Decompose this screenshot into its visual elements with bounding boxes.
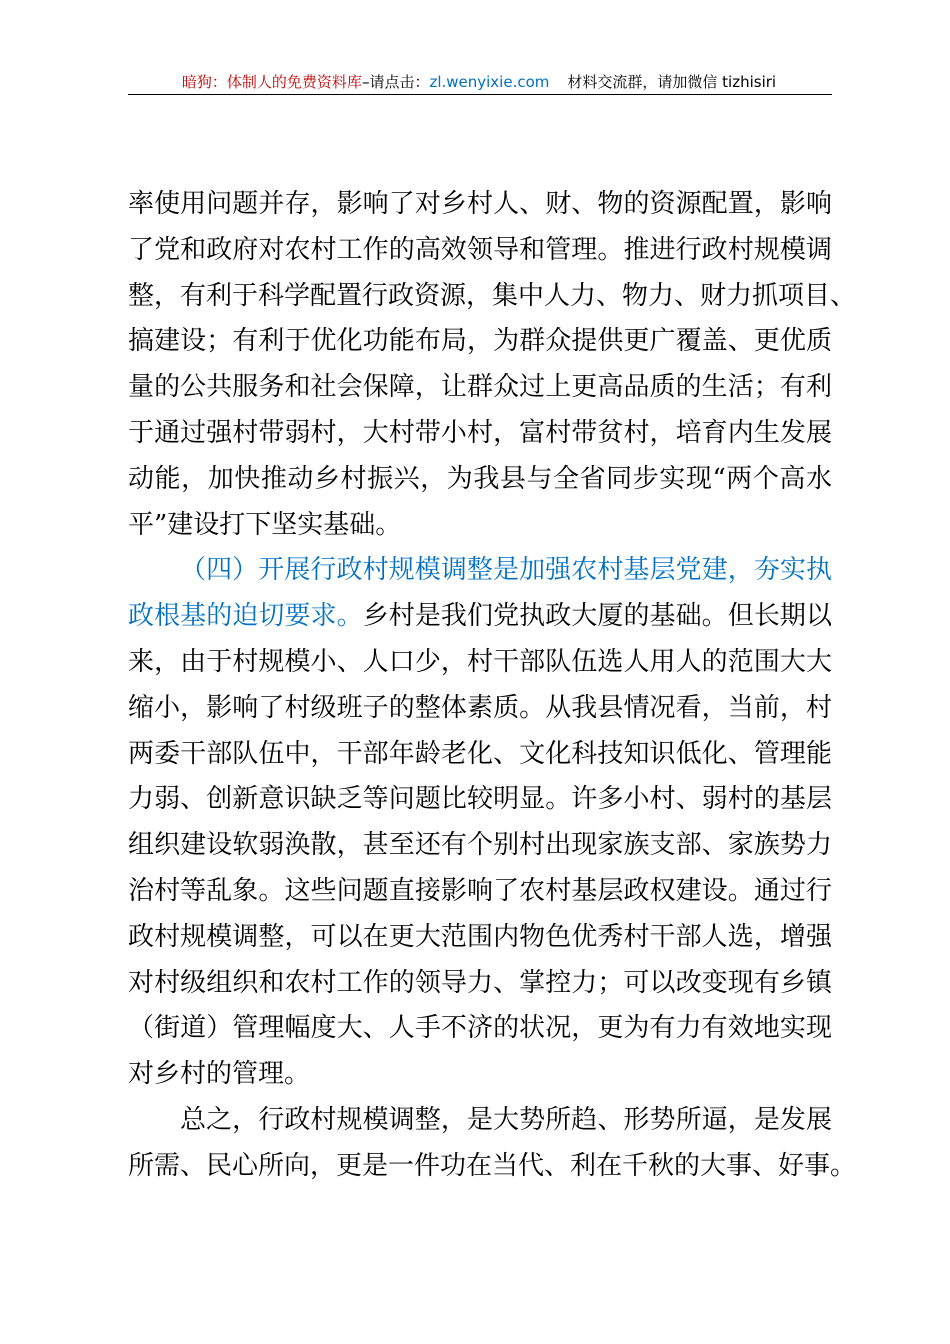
section-heading-text: （四）开展行政村规模调整是加强农村基层党建，夯实执 [180,555,832,586]
body-line: （街道）管理幅度大、人手不济的状况，更为有力有效地实现 [128,1013,832,1044]
body-line: 量的公共服务和社会保障，让群众过上更高品质的生活；有利 [128,372,832,403]
body-line [128,594,832,640]
body-line: 对乡村的管理。 [128,1059,311,1090]
body-line: 整，有利于科学配置行政资源，集中人力、物力、财力抓项目、 [128,280,857,311]
body-line: 两委干部队伍中，干部年龄老化、文化科技知识低化、管理能 [128,738,832,769]
body-line: 所需、民心所向，更是一件功在当代、利在千秋的大事、好事。 [128,1150,857,1181]
body-line: 动能，加快推动乡村振兴，为我县与全省同步实现“两个高水 [128,463,832,494]
body-line: 总之，行政村规模调整，是大势所趋、形势所逼，是发展 [180,1104,832,1135]
body-line: 对村级组织和农村工作的领导力、掌控力；可以改变现有乡镇 [128,967,832,998]
page-header [128,72,830,96]
body-line: 政村规模调整，可以在更大范围内物色优秀村干部人选，增强 [128,921,832,952]
section-heading-line [128,548,832,594]
header-separator: –请点击： [361,73,430,91]
body-line: 组织建设软弱涣散，甚至还有个别村出现家族支部、家族势力 [128,830,832,861]
header-url-link[interactable]: zl.wenyixie.com [429,73,550,91]
body-line: 率使用问题并存，影响了对乡村人、财、物的资源配置，影响 [128,189,832,219]
body-line: 平”建设打下坚实基础。 [128,509,402,540]
header-brand: 暗狗：体制人的免费资料库 [181,73,362,91]
header-contact: 材料交流群，请加微信 tizhisiri [567,73,777,91]
document-body [128,182,857,1190]
body-line: 来，由于村规模小、人口少，村干部队伍选人用人的范围大大 [128,646,832,677]
body-line: 了党和政府对农村工作的高效领导和管理。推进行政村规模调 [128,234,832,265]
body-line: 于通过强村带弱村，大村带小村，富村带贫村，培育内生发展 [128,417,832,448]
section-heading-text: 政根基的迫切要求。 [128,601,363,632]
body-line: 搞建设；有利于优化功能布局，为群众提供更广覆盖、更优质 [128,326,832,357]
body-line: 力弱、创新意识缺乏等问题比较明显。许多小村、弱村的基层 [128,784,832,815]
body-text: 乡村是我们党执政大厦的基础。但长期以 [362,601,832,632]
body-line: 缩小，影响了村级班子的整体素质。从我县情况看，当前，村 [128,692,832,723]
header-divider [128,94,832,95]
body-line: 治村等乱象。这些问题直接影响了农村基层政权建设。通过行 [128,875,832,906]
